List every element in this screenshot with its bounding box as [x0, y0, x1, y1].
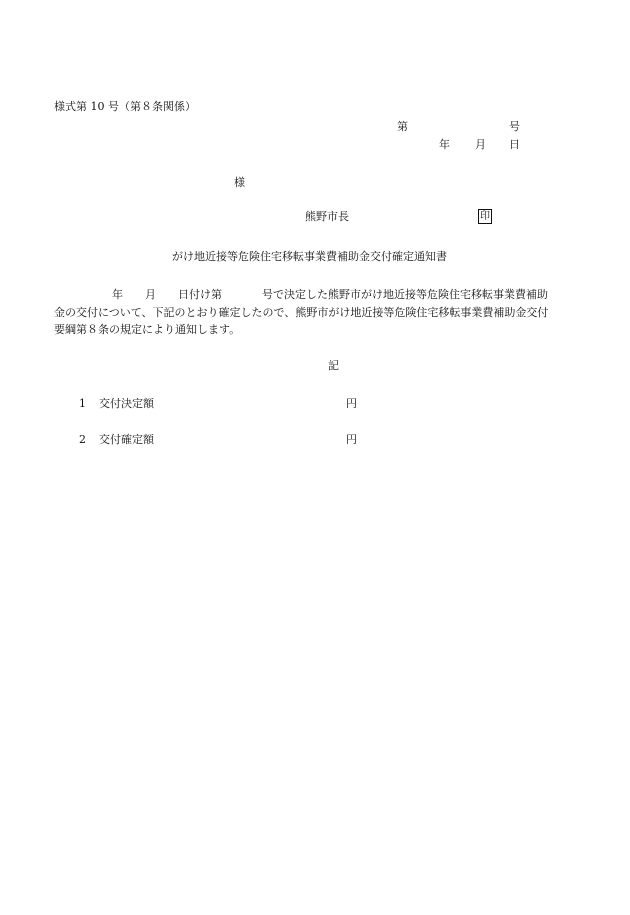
- document-title: がけ地近接等危険住宅移転事業費補助金交付確定通知書: [172, 250, 447, 263]
- item-grant-decided: [79, 398, 154, 409]
- addressee-honorific: 様: [234, 176, 245, 189]
- date-month: 月: [475, 138, 486, 151]
- body-line-1: [54, 286, 588, 304]
- date-year: 年: [439, 138, 450, 151]
- item-label: 交付確定額: [99, 433, 154, 446]
- item-number: 1: [79, 397, 86, 410]
- date-day: 日: [509, 138, 520, 151]
- item-unit: 円: [346, 397, 357, 410]
- body-month: 月: [145, 288, 156, 301]
- seal-mark: 印: [480, 211, 490, 222]
- document-number-prefix: 第: [397, 120, 408, 133]
- ki-heading: 記: [328, 359, 339, 372]
- body-line-2: 金の交付について、下記のとおり確定したので、熊野市がけ地近接等危険住宅移転事業費補助金交付: [54, 305, 549, 319]
- body-year: 年: [112, 288, 123, 301]
- form-number: 様式第 10 号（第８条関係）: [54, 100, 196, 113]
- item-label: 交付決定額: [99, 397, 154, 410]
- document-number-suffix: 号: [509, 120, 520, 133]
- item-number: 2: [79, 433, 86, 446]
- issuer-name: 熊野市長: [305, 210, 349, 223]
- item-grant-confirmed: [79, 434, 154, 445]
- body-day-dated: 日付け第: [178, 288, 222, 301]
- notice-body: [54, 286, 588, 339]
- body-line-1-rest: 号で決定した熊野市がけ地近接等危険住宅移転事業費補助: [262, 288, 548, 301]
- body-line-3: 要綱第８条の規定により通知します。: [54, 323, 241, 336]
- item-unit: 円: [346, 433, 357, 446]
